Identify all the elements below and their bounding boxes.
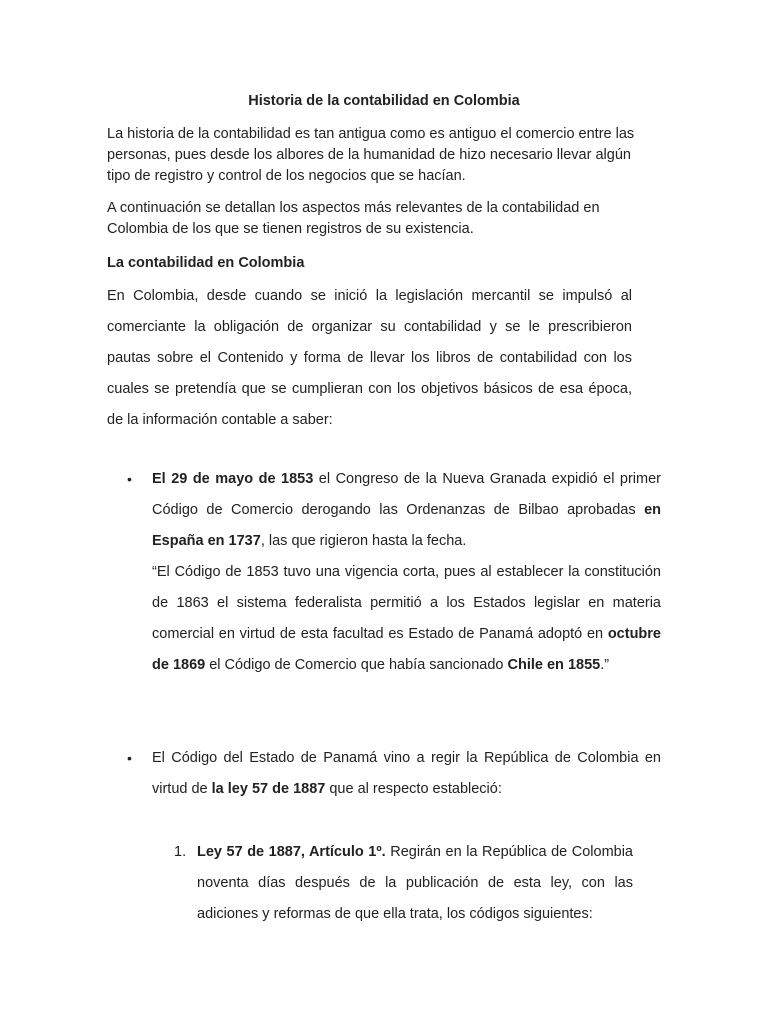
bold-text: Ley 57 de 1887, Artículo 1º. [197, 844, 386, 860]
numbered-marker: 1. [174, 844, 187, 860]
numbered-item-ley-57 [197, 837, 633, 930]
body-text: Regirán en la República de Colombia noventa días después de la publicación de esta ley, con las adiciones y reformas de que ella trata, los códigos siguientes: [197, 844, 633, 922]
body-text: , las que rigieron hasta la fecha. [260, 533, 467, 549]
body-text: el Congreso de la Nueva Granada expidió el primer Código de Comercio derogando las Ordenanzas de Bilbao aprobadas [152, 471, 661, 518]
section-paragraph: En Colombia, desde cuando se inició la legislación mercantil se impulsó al comerciante la obligación de organizar su contabilidad y se le prescribieron pautas sobre el Contenido y forma de llevar los libros de contabilidad con los cuales se pretendía que se cumplieran con los objetivos básicos de esa época, de la información contable a saber: [107, 288, 632, 428]
bold-text: Chile en 1855 [507, 657, 601, 673]
quote-text: .” [600, 657, 610, 673]
bullet-marker: • [127, 471, 132, 487]
bold-text: El 29 de mayo de 1853 [152, 471, 314, 487]
bold-text: la ley 57 de 1887 [211, 781, 326, 797]
quote-block [152, 557, 661, 681]
bold-text: octubre de 1869 [152, 626, 661, 673]
bullet-marker: • [127, 750, 132, 766]
bullet-item-1853 [152, 464, 661, 681]
bullet-item-panama [152, 743, 661, 805]
body-text: El Código del Estado de Panamá vino a regir la República de Colombia en virtud de [152, 750, 661, 797]
section-heading: La contabilidad en Colombia [107, 255, 305, 271]
body-text: que al respecto estableció: [325, 781, 502, 797]
second-paragraph: A continuación se detallan los aspectos más relevantes de la contabilidad en Colombia de los que se tienen registros de su existencia. [107, 200, 600, 237]
quote-text: el Código de Comercio que había sancionado [205, 657, 508, 673]
intro-paragraph: La historia de la contabilidad es tan antigua como es antiguo el comercio entre las personas, pues desde los albores de la humanidad de hizo necesario llevar algún tipo de registro y control de los negocios que se hacían. [107, 126, 635, 184]
quote-text: “El Código de 1853 tuvo una vigencia corta, pues al establecer la constitución de 1863 el sistema federalista permitió a los Estados legislar en materia comercial en virtud de esta facultad es Estado de Panamá adoptó en [152, 564, 661, 642]
bold-text: en España en 1737 [152, 502, 661, 549]
document-title: Historia de la contabilidad en Colombia [248, 93, 520, 109]
